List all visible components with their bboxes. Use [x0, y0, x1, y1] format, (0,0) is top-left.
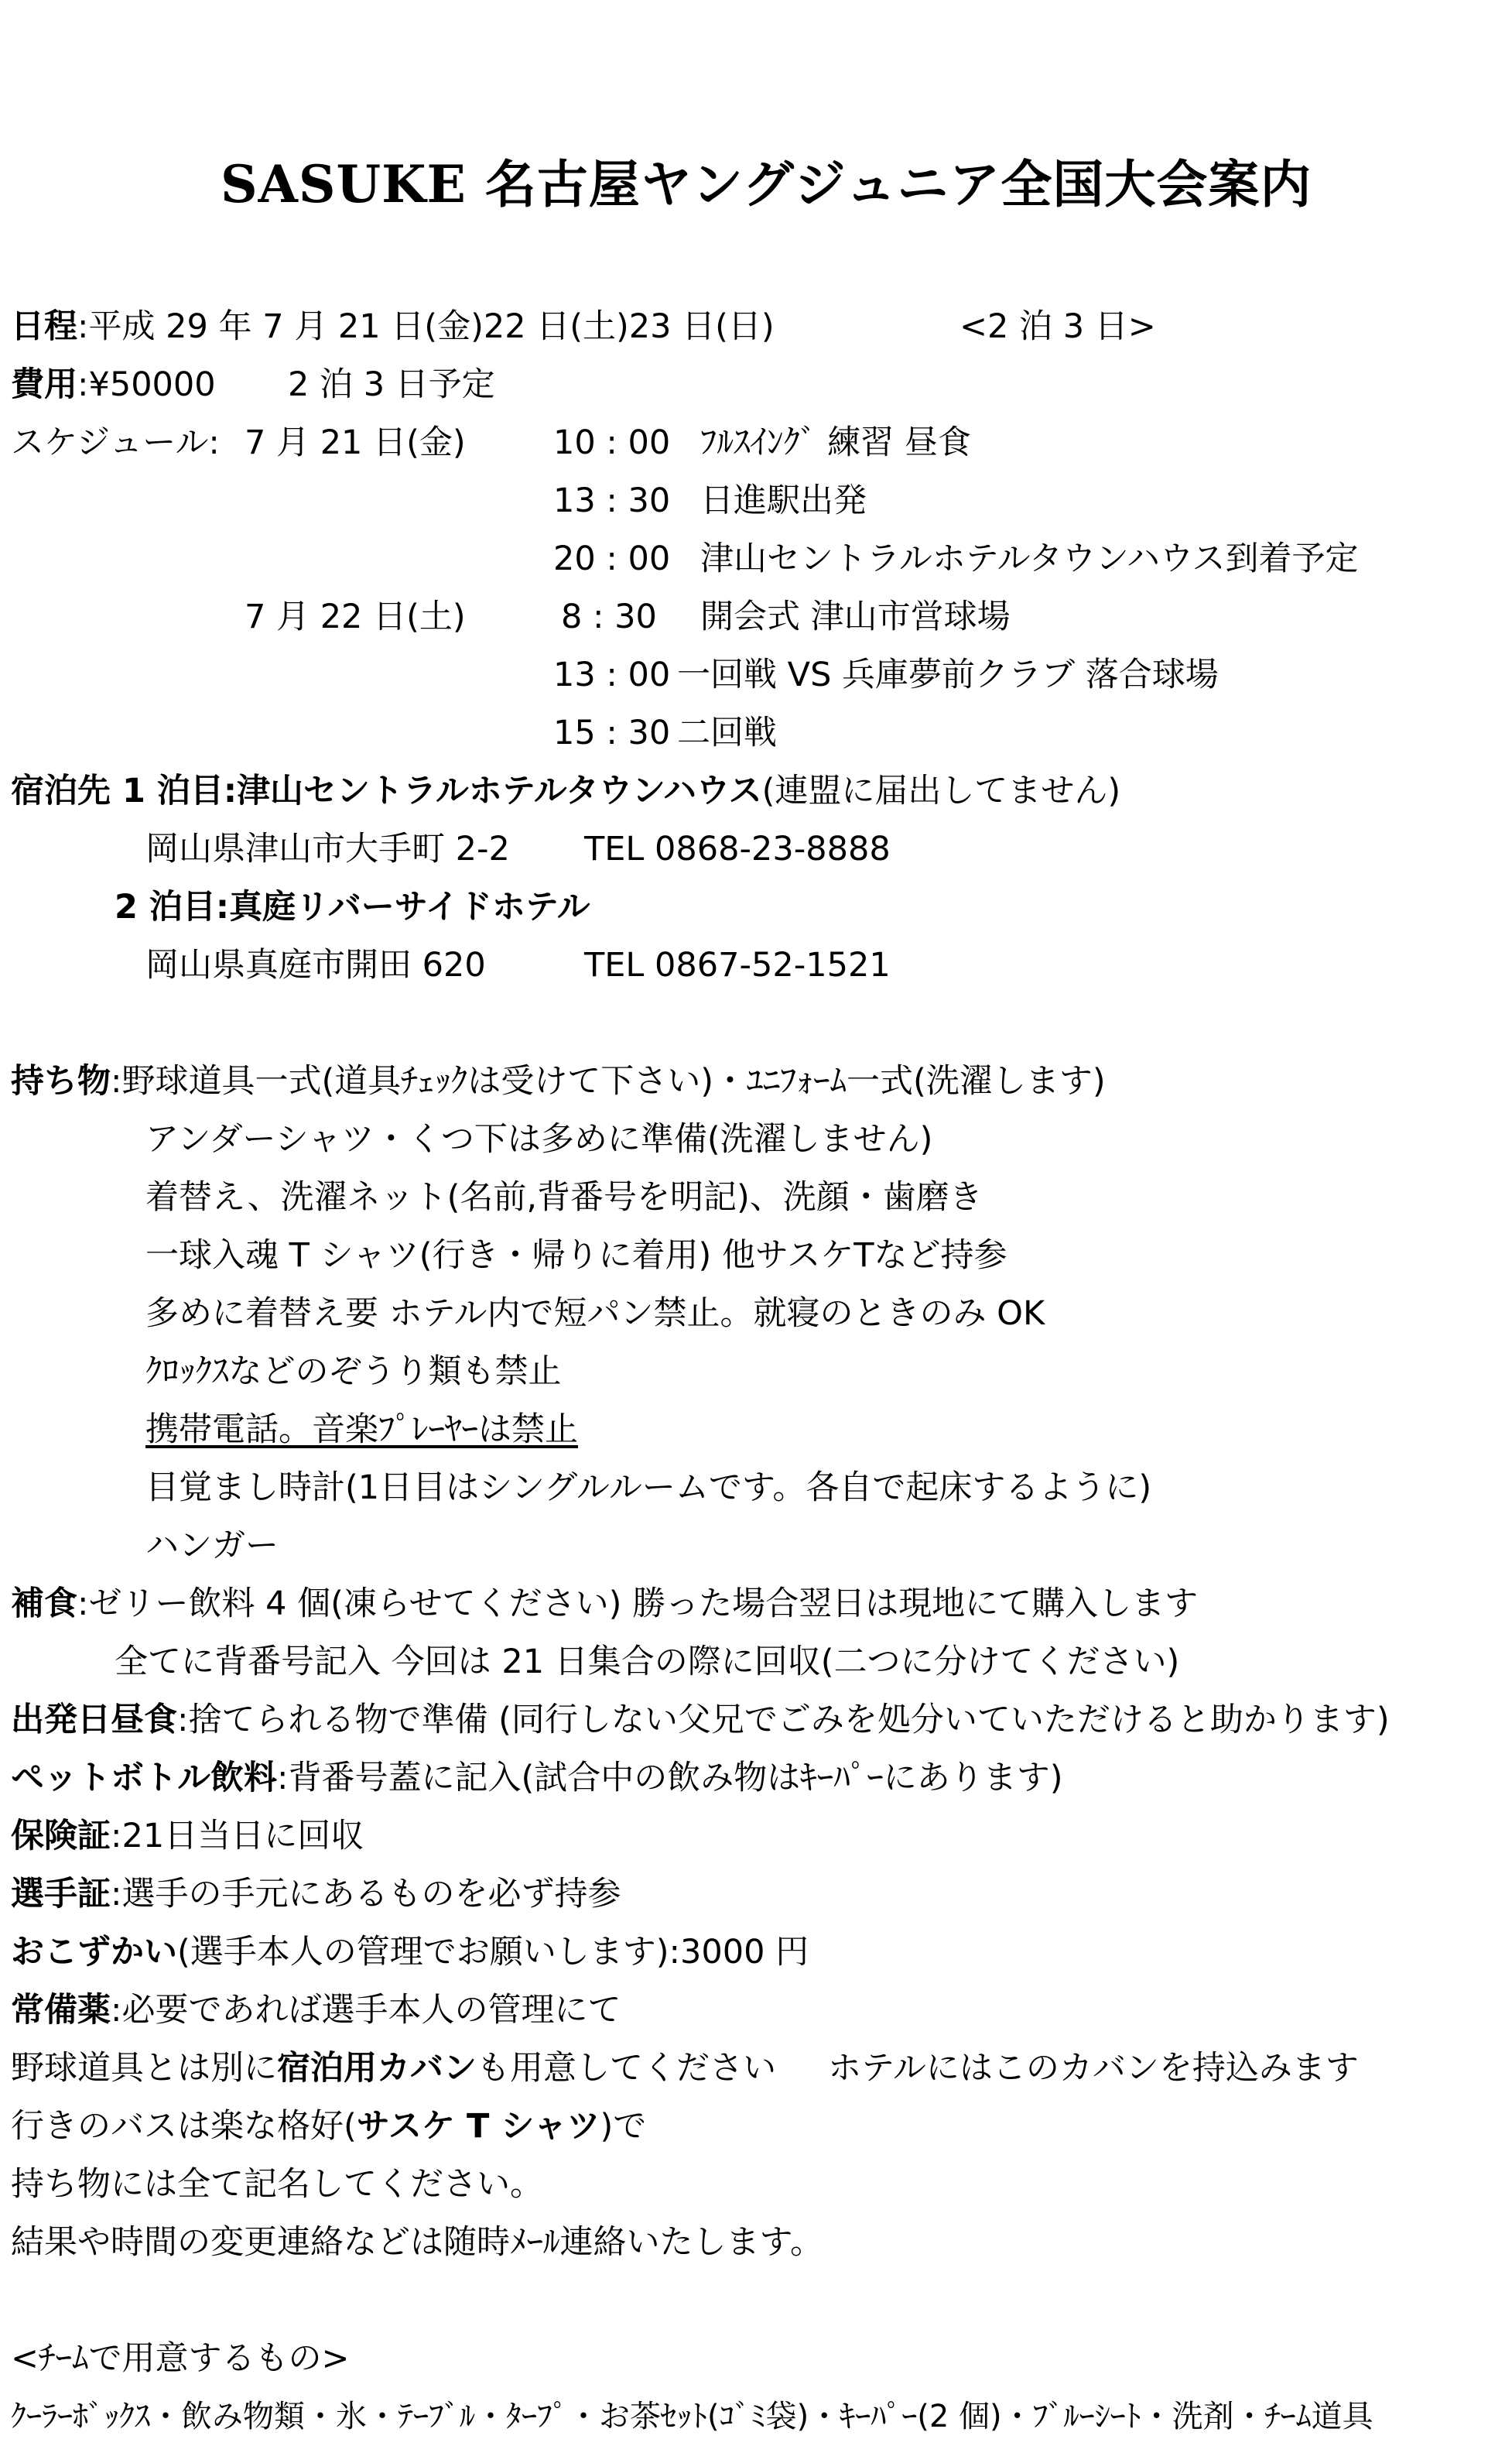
- schedule-event: 二回戦: [677, 714, 777, 752]
- belongings-first: :野球道具一式(道具ﾁｪｯｸは受けて下さい)・ﾕﾆﾌｫｰﾑ一式(洗濯します): [111, 1062, 1106, 1101]
- belongings-item: 一球入魂 T シャツ(行き・帰りに着用) 他サスケTなど持参: [145, 1236, 1007, 1275]
- lunch-label: 出発日昼食: [11, 1701, 177, 1739]
- bag-bold: 宿泊用カバン: [277, 2049, 477, 2088]
- player-card-text: :選手の手元にあるものを必ず持参: [111, 1875, 621, 1913]
- belongings-item: アンダーシャツ・くつ下は多めに準備(洗濯しません): [145, 1120, 933, 1159]
- schedule-time: 15 : 30: [553, 714, 671, 752]
- dates-line: [11, 298, 775, 356]
- bag-post: も用意してください: [477, 2049, 776, 2088]
- lodging-tel-1: TEL 0868-23-8888: [584, 830, 891, 868]
- bus-bold: サスケ T シャツ: [356, 2107, 600, 2146]
- team-items-heading: <ﾁｰﾑで用意するもの>: [11, 2339, 350, 2378]
- schedule-event: 開会式 津山市営球場: [700, 598, 1011, 636]
- lodging-address-1: 岡山県津山市大手町 2-2: [145, 830, 510, 868]
- bag-line: [11, 2040, 776, 2098]
- stay-duration: <2 泊 3 日>: [960, 307, 1156, 346]
- belongings-item-underlined: 携帯電話。音楽ﾌﾟﾚｰﾔｰは禁止: [145, 1410, 578, 1449]
- names-note: 持ち物には全て記名してください。: [11, 2165, 543, 2204]
- lodging-line-1: [11, 762, 1120, 820]
- contact-note: 結果や時間の変更連絡などは随時ﾒｰﾙ連絡いたします。: [11, 2223, 824, 2262]
- schedule-time: 10 : 00: [553, 423, 671, 462]
- cost-line: [11, 356, 216, 414]
- medicine-line: [11, 1982, 621, 2040]
- schedule-label: スケジュール:: [11, 423, 220, 462]
- team-items-list: ｸｰﾗｰﾎﾞｯｸｽ・飲み物類・氷・ﾃｰﾌﾞﾙ・ﾀｰﾌﾟ・お茶ｾｯﾄ(ｺﾞﾐ袋)・ｷｰﾊﾟｰ(2 個)・ﾌﾞﾙｰｼｰﾄ・洗剤・ﾁｰﾑ道具: [11, 2399, 1373, 2434]
- belongings-item: 着替え、洗濯ネット(名前,背番号を明記)、洗顔・歯磨き: [145, 1178, 983, 1217]
- bag-pre: 野球道具とは別に: [11, 2049, 277, 2088]
- lodging-label-1: 宿泊先 1 泊目:津山セントラルホテルタウンハウス: [11, 772, 762, 810]
- bus-post: )で: [600, 2107, 647, 2146]
- lodging-note-1: (連盟に届出してません): [761, 772, 1121, 810]
- allowance-label: おこずかい: [11, 1933, 177, 1972]
- schedule-time: 20 : 00: [553, 540, 671, 578]
- page-title: SASUKE 名古屋ヤングジュニア全国大会案内: [221, 154, 1312, 214]
- medicine-label: 常備薬: [11, 1991, 111, 2030]
- pet-bottle-line: [11, 1749, 1063, 1807]
- bag-note: ホテルにはこのカバンを持込みます: [828, 2049, 1359, 2088]
- snacks-label: 補食: [11, 1584, 77, 1623]
- player-card-line: [11, 1865, 621, 1924]
- schedule-time: 8 : 30: [561, 598, 657, 636]
- dates-text: :平成 29 年 7 月 21 日(金)22 日(土)23 日(日): [77, 307, 775, 346]
- lodging-tel-2: TEL 0867-52-1521: [584, 946, 891, 985]
- cost-text: :¥50000: [77, 365, 216, 404]
- bus-line: [11, 2098, 646, 2156]
- belongings-line: [11, 1053, 1106, 1111]
- schedule-day1: 7 月 21 日(金): [245, 423, 466, 462]
- lunch-line: [11, 1691, 1390, 1749]
- cost-note: 2 泊 3 日予定: [288, 365, 495, 404]
- lodging-label-2: 2 泊目:真庭リバーサイドホテル: [115, 888, 590, 927]
- schedule-event: 津山セントラルホテルタウンハウス到着予定: [700, 540, 1359, 578]
- cost-label: 費用: [11, 365, 77, 404]
- insurance-text: :21日当日に回収: [111, 1817, 364, 1855]
- medicine-text: :必要であれば選手本人の管理にて: [111, 1991, 621, 2030]
- schedule-event: 一回戦 VS 兵庫夢前クラブ 落合球場: [677, 656, 1219, 694]
- allowance-text: (選手本人の管理でお願いします):3000 円: [177, 1933, 809, 1972]
- pet-bottle-label: ペットボトル飲料: [11, 1759, 277, 1797]
- snacks-sub: 全てに背番号記入 今回は 21 日集合の際に回収(二つに分けてください): [115, 1643, 1180, 1681]
- snacks-text: :ゼリー飲料 4 個(凍らせてください) 勝った場合翌日は現地にて購入します: [77, 1584, 1199, 1623]
- lunch-text: :捨てられる物で準備 (同行しない父兄でごみを処分いていただけると助かります): [177, 1701, 1390, 1739]
- lodging-address-2: 岡山県真庭市開田 620: [145, 946, 486, 985]
- dates-label: 日程: [11, 307, 77, 346]
- allowance-line: [11, 1924, 809, 1982]
- lodging-line-2: [115, 879, 590, 937]
- schedule-event: 日進駅出発: [700, 481, 867, 520]
- belongings-label: 持ち物: [11, 1062, 111, 1101]
- schedule-time: 13 : 00: [553, 656, 671, 694]
- insurance-label: 保険証: [11, 1817, 111, 1855]
- belongings-item: ハンガー: [145, 1526, 279, 1565]
- snacks-line: [11, 1575, 1198, 1633]
- pet-bottle-text: :背番号蓋に記入(試合中の飲み物はｷｰﾊﾟｰにあります): [277, 1759, 1063, 1797]
- insurance-line: [11, 1807, 364, 1865]
- belongings-item: 目覚まし時計(1日目はシングルルームです。各自で起床するように): [145, 1468, 1152, 1507]
- schedule-day2: 7 月 22 日(土): [245, 598, 466, 636]
- schedule-time: 13 : 30: [553, 481, 671, 520]
- belongings-item: ｸﾛｯｸｽなどのぞうり類も禁止: [145, 1352, 562, 1391]
- player-card-label: 選手証: [11, 1875, 111, 1913]
- bus-pre: 行きのバスは楽な格好(: [11, 2107, 357, 2146]
- schedule-event: ﾌﾙｽｲﾝｸﾞ 練習 昼食: [700, 423, 971, 462]
- belongings-item: 多めに着替え要 ホテル内で短パン禁止。就寝のときのみ OK: [145, 1294, 1045, 1333]
